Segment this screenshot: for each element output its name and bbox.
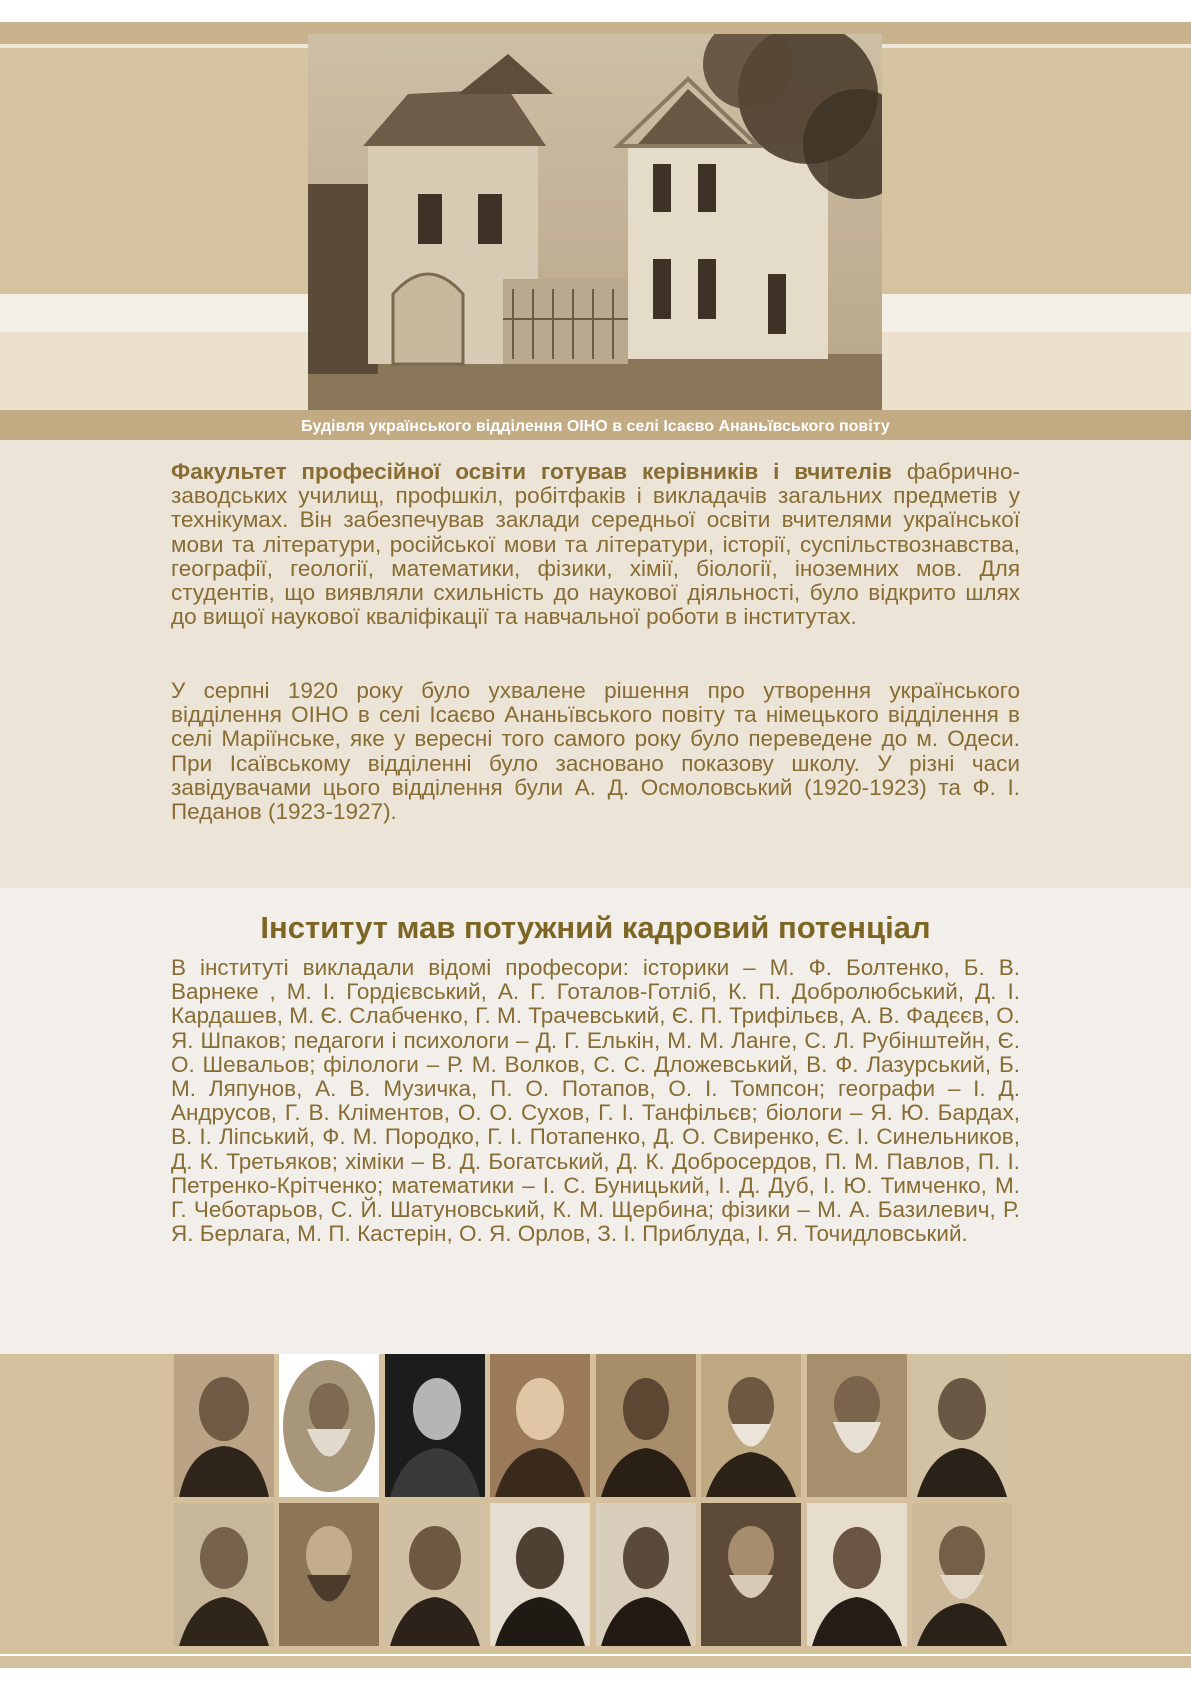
portrait-photo [385, 1503, 485, 1646]
professors-paragraph: В інституті викладали відомі професори: історики – М. Ф. Болтенко, Б. В. Варнеке , М. І. Гордієвський, А. Г. Готалов-Готліб, К. П. Добролюбський, Д. І. Кардашев, М. Є. Слабченко, Г. М. Трачевський, Є. П. Трифільєв, А. В. Фадєєв, О. Я. Шпаков; педагоги і психологи – Д. Г. Елькін, М. М. Ланге, С. Л. Рубінштейн, Є. О. Шевальов; філологи – Р. М. Волков, С. С. Дложевський, В. Ф. Лазурський, Б. М. Ляпунов, А. В. Музичка, П. О. Потапов, О. І. Томпсон; географи – І. Д. Андрусов, Г. В. Кліментов, О. О. Сухов, Г. І. Танфільєв; біологи – Я. Ю. Бардах, В. І. Ліпський, Ф. М. Породко, Г. І. Потапенко, Д. О. Свиренко, Є. І. Синельников, Д. К. Третьяков; хіміки – В. Д. Богатський, Д. К. Добросердов, П. М. Павлов, П. І. Петренко-Крітченко; математики – І. С. Буницький, І. Д. Дуб, І. Ю. Тимченко, М. Г. Чеботарьов, С. Й. Шатуновський, К. М. Щербина; фізики – М. А. Базилевич, Р. Я. Берлага, М. П. Кастерін, О. Я. Орлов, З. І. Приблуда, І. Я. Точидловський. [171, 955, 1020, 1247]
portrait-photo [279, 1503, 379, 1646]
portrait-photo [701, 1503, 801, 1646]
bottom-decorative-stripe [0, 1656, 1191, 1668]
portrait-photo [596, 1354, 696, 1497]
photo-caption: Будівля українського відділення ОІНО в селі Ісаєво Ананьївського повіту [301, 418, 890, 435]
portrait-photo [807, 1503, 907, 1646]
portrait-photo [912, 1503, 1012, 1646]
staff-section-heading: Інститут мав потужний кадровий потенціал [260, 910, 931, 945]
portrait-photo [174, 1354, 274, 1497]
portrait-photo-oval [279, 1354, 379, 1497]
branch-history-paragraph: У серпні 1920 року було ухвалене рішення про утворення українського відділення ОІНО в селі Ісаєво Ананьївського повіту та німецького відділення в селі Маріїнське, яке у вересні того самого року було переведене до м. Одеси. При Ісаївському відділенні було засновано показову школу. У різні часи завідувачами цього відділення були А. Д. Осмоловський (1920-1923) та Ф. І. Педанов (1923-1927). [171, 678, 1020, 825]
portrait-photo [490, 1503, 590, 1646]
portrait-photo [807, 1354, 907, 1497]
faculty-paragraph-lead: Факультет професійної освіти готував керівників і вчителів [171, 459, 893, 484]
faculty-paragraph-body: фабрично-заводських училищ, профшкіл, робітфаків і викладачів загальних предметів у технікумах. Він забезпечував заклади середньої освіти вчителями української мови та літератури, російської мови та літератури, історії, суспільствознавства, географії, геології, математики, фізики, хімії, біології, іноземних мов. Для студентів, що виявляли схильність до наукової діяльності, було відкрито шлях до вищої наукової кваліфікації та навчальної роботи в інститутах. [171, 459, 1020, 630]
portrait-photo [490, 1354, 590, 1497]
portrait-photo [596, 1503, 696, 1646]
portrait-photo [701, 1354, 801, 1497]
portrait-photo [912, 1354, 1012, 1497]
faculty-paragraph [171, 460, 1020, 629]
portrait-photo [385, 1354, 485, 1497]
building-photo [308, 34, 882, 410]
portrait-photo [174, 1503, 274, 1646]
